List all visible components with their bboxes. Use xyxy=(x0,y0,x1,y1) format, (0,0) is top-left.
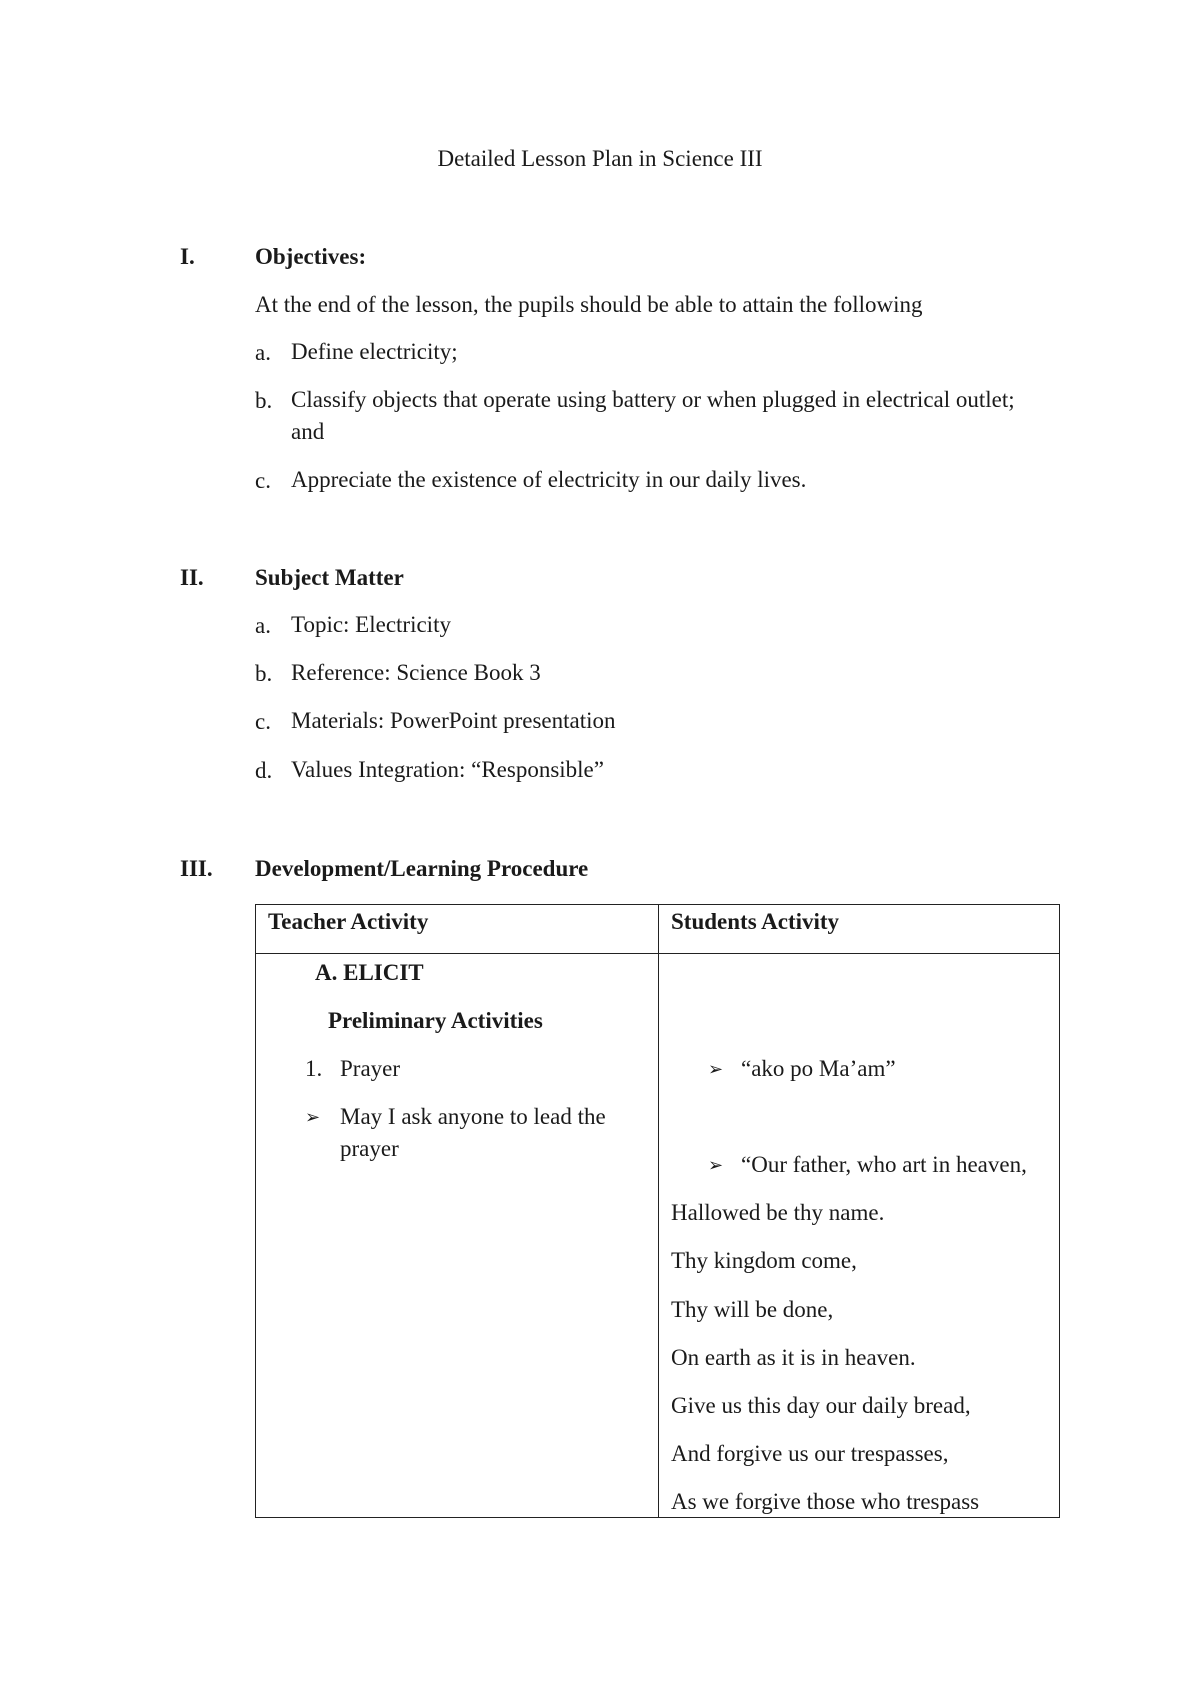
section-subject-heading: Subject Matter xyxy=(255,565,404,590)
objective-b-letter: b. xyxy=(255,388,273,413)
arrowhead-bullet-icon: ➢ xyxy=(708,1155,724,1176)
subject-c-text: Materials: PowerPoint presentation xyxy=(291,708,616,733)
arrowhead-bullet-icon: ➢ xyxy=(708,1059,724,1080)
section-objectives-number: I. xyxy=(180,244,195,269)
objective-c-letter: c. xyxy=(255,468,271,493)
procedure-table-header-row xyxy=(256,905,1060,954)
section-objectives-heading: Objectives: xyxy=(255,244,367,269)
objective-b-text: Classify objects that operate using battery or when plugged in electrical outlet; xyxy=(291,387,1015,412)
students-activity-header-cell xyxy=(659,905,1060,954)
teacher-activity-cell xyxy=(256,954,659,1518)
student-reply-2: “Our father, who art in heaven, xyxy=(741,1152,1027,1177)
objective-b-text-cont: and xyxy=(291,419,325,444)
prayer-line: On earth as it is in heaven. xyxy=(671,1345,916,1370)
teacher-prompt-line1: May I ask anyone to lead the xyxy=(340,1104,606,1129)
objective-a-letter: a. xyxy=(255,340,271,365)
section-procedure-heading: Development/Learning Procedure xyxy=(255,856,589,881)
subject-d-letter: d. xyxy=(255,758,273,783)
document-title: Detailed Lesson Plan in Science III xyxy=(437,146,763,171)
elicit-phase-heading: A. ELICIT xyxy=(315,960,424,985)
subject-b-text: Reference: Science Book 3 xyxy=(291,660,541,685)
subject-d-text: Values Integration: “Responsible” xyxy=(291,757,604,782)
step-number: 1. xyxy=(305,1056,323,1081)
subject-b-letter: b. xyxy=(255,661,273,686)
student-reply-1: “ako po Ma’am” xyxy=(741,1056,896,1081)
students-activity-cell xyxy=(659,954,1060,1518)
teacher-prompt-line2: prayer xyxy=(340,1136,399,1161)
objectives-intro: At the end of the lesson, the pupils should be able to attain the following xyxy=(255,292,923,317)
subject-c-letter: c. xyxy=(255,709,271,734)
preliminary-activities-heading: Preliminary Activities xyxy=(328,1008,543,1033)
students-activity-header: Students Activity xyxy=(671,909,840,934)
subject-a-letter: a. xyxy=(255,613,271,638)
section-subject-number: II. xyxy=(180,565,204,590)
teacher-activity-header-cell xyxy=(256,905,659,954)
prayer-line: Thy will be done, xyxy=(671,1297,834,1322)
subject-a-text: Topic: Electricity xyxy=(291,612,451,637)
arrowhead-bullet-icon: ➢ xyxy=(305,1107,321,1128)
step-prayer: Prayer xyxy=(340,1056,401,1081)
objective-c-text: Appreciate the existence of electricity in our daily lives. xyxy=(291,467,807,492)
prayer-line: As we forgive those who trespass xyxy=(671,1489,980,1514)
prayer-line: Thy kingdom come, xyxy=(671,1248,857,1273)
section-procedure-number: III. xyxy=(180,856,213,881)
prayer-line: And forgive us our trespasses, xyxy=(671,1441,949,1466)
objective-a-text: Define electricity; xyxy=(291,339,458,364)
prayer-line: Hallowed be thy name. xyxy=(671,1200,885,1225)
teacher-activity-header: Teacher Activity xyxy=(268,909,429,934)
prayer-line: Give us this day our daily bread, xyxy=(671,1393,971,1418)
procedure-table xyxy=(255,904,1060,1518)
procedure-table-body-row xyxy=(256,954,1060,1518)
